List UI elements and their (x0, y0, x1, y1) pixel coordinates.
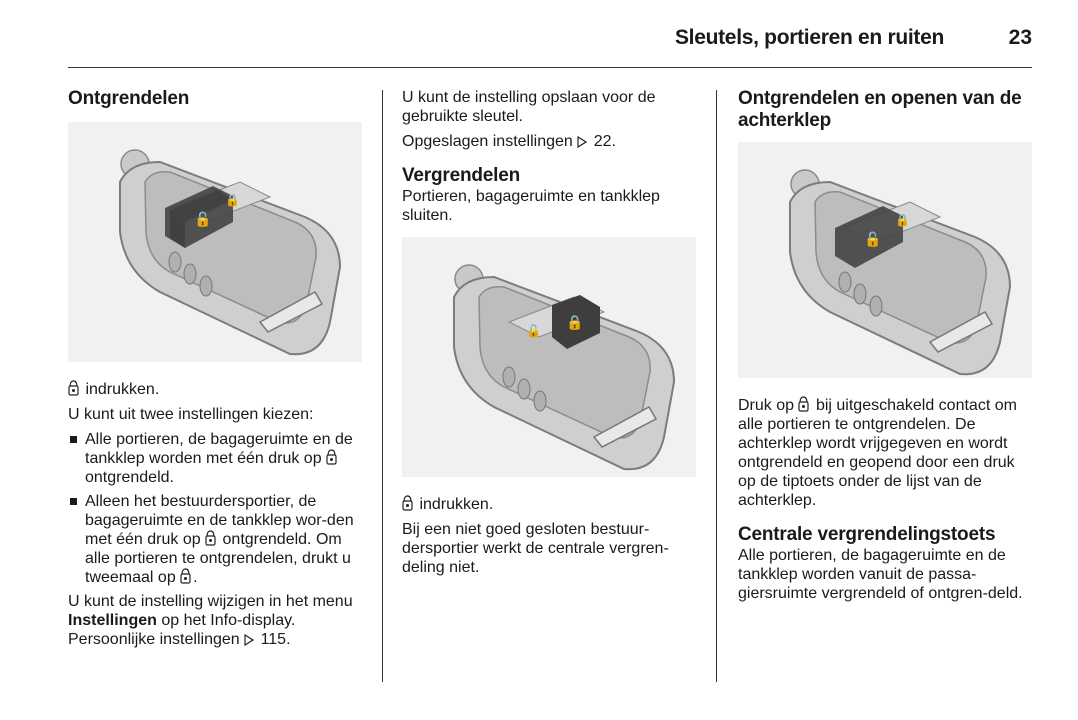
page-header (68, 22, 1032, 66)
bullet-square-icon (70, 498, 77, 505)
unlock-glyph-icon: 🔓 (526, 324, 541, 338)
save-setting-text: U kunt de instelling opslaan voor de gebruikte sleutel. (402, 89, 656, 125)
unlock-glyph-icon: 🔓 (864, 232, 882, 248)
keyfob-image (68, 122, 362, 362)
lock-key-icon (402, 495, 413, 511)
unlock-key-icon (180, 568, 191, 584)
unlock-glyph-icon: 🔓 (194, 212, 212, 228)
page-ref-22: 22. (593, 133, 616, 150)
heading-unlock: Ontgrendelen (68, 88, 190, 109)
bullet-item-1: Alle portieren, de bagageruimte en de tankklep worden met één druk op ontgrendeld. (68, 430, 364, 487)
page-number: 23 (1008, 26, 1032, 49)
unlock-key-icon (326, 449, 337, 465)
heading-central-lock: Centrale vergrendelingstoets (738, 524, 996, 545)
saved-settings-text: Opgeslagen instellingen (402, 133, 573, 150)
arrow-ref-icon (244, 634, 254, 646)
unlock-key-icon (68, 380, 79, 396)
column-1 (68, 84, 364, 655)
lock-glyph-icon: 🔒 (225, 193, 240, 207)
figure-keyfob-lock (402, 237, 696, 477)
bullet-square-icon (70, 436, 77, 443)
unlock-key-icon (205, 530, 216, 546)
press-lock-text: indrukken. (419, 496, 494, 513)
figure-keyfob-tailgate (738, 142, 1032, 378)
lock-glyph-icon: 🔒 (566, 315, 584, 331)
central-lock-text: Alle portieren, de bagageruimte en de tankklep worden vanuit de passa-giersruimte vergrendeld of ontgren-deld. (738, 547, 1023, 602)
keyfob-image (402, 237, 696, 477)
menu-settings-label: Instellingen (68, 612, 157, 629)
change-setting-text: U kunt de instelling wijzigen in het menu Instellingen op het Info-display. Persoonlijke instellingen 115. (68, 593, 353, 648)
column-divider-2 (716, 90, 717, 682)
header-rule (68, 67, 1032, 68)
keyfob-image (738, 142, 1032, 378)
column-2 (402, 88, 698, 583)
bullet-item-2: Alleen het bestuurdersportier, de bagageruimte en de tankklep wor-den met één druk op ontgrendeld. Om alle portieren te ontgrendelen, drukt u tweemaal op . (68, 492, 364, 587)
lock-glyph-icon: 🔒 (895, 213, 910, 227)
lock-text: Portieren, bagageruimte en tankklep sluiten. (402, 188, 660, 224)
page-ref-115: 115. (260, 631, 291, 648)
choose-text: U kunt uit twee instellingen kiezen: (68, 406, 314, 423)
page-title: Sleutels, portieren en ruiten (674, 26, 944, 49)
tailgate-text: Druk op bij uitgeschakeld contact om alle portieren te ontgrendelen. De achterklep wordt vrijgegeven en wordt ontgrendeld en geopend door een druk op de tiptoets onder de lijst van de achterklep. (738, 397, 1017, 509)
column-3 (738, 84, 1034, 609)
figure-keyfob-unlock (68, 122, 362, 362)
unlock-key-icon (798, 396, 809, 412)
arrow-ref-icon (577, 136, 587, 148)
column-divider-1 (382, 90, 383, 682)
press-unlock-text: indrukken. (85, 381, 160, 398)
heading-tailgate: Ontgrendelen en openen van de achterklep (738, 88, 1022, 131)
door-note-text: Bij een niet goed gesloten bestuur-dersportier werkt de centrale vergren-deling niet. (402, 521, 669, 576)
heading-lock: Vergrendelen (402, 165, 520, 186)
